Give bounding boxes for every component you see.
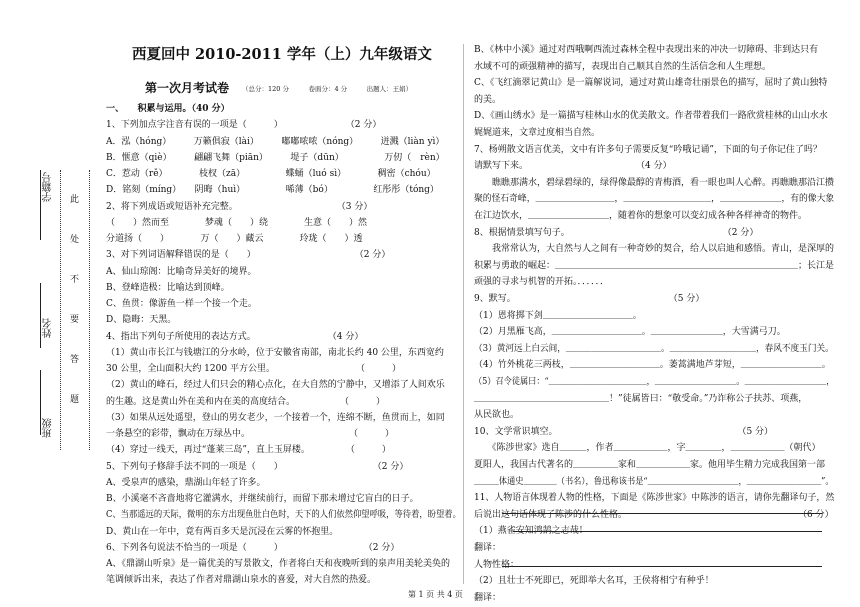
left-text-line: 6、下列各句说法不恰当的一项是（ ） （2 分） (106, 542, 400, 553)
notice-char-2: 处 (70, 235, 80, 245)
left-text-line: 一条悬空的彩带，飘动在万绿丛中。 （ ） (106, 429, 395, 439)
right-text-line: 聚的怪石奇峰，＿＿＿＿＿＿＿＿＿，＿＿＿＿＿＿＿＿＿＿，＿＿＿＿＿＿＿，有的像大象 (474, 194, 835, 205)
right-text-line: 8、根据情景填写句子。 （2 分） (474, 227, 759, 238)
left-text-line: A、仙山琼阁：比喻奇异美好的境界。 (106, 266, 257, 277)
left-text-line: （1）黄山市长江与钱塘江的分水岭，位于安徽省南部，南北长约 40 公里，东西宽约 (106, 347, 444, 358)
right-text-line: （3）黄河远上白云间，＿＿＿＿＿＿＿＿＿＿＿。＿＿＿＿＿＿＿＿＿＿，春风不度玉门关。 (474, 343, 834, 354)
notice-char-3: 不 (70, 275, 80, 285)
page-footer: 第 1 页 共 4 页 (408, 590, 463, 599)
right-text-line: 顽强的寻求与机智的开拓。．．．．．． (474, 277, 610, 288)
right-text-line: 的美。 (474, 94, 502, 105)
binding-dotted-line-1 (60, 170, 61, 450)
right-text-line: B、《林中小溪》通过对西哦啊西流过森林全程中表现出来的冲决一切障碍、非到达只有 (474, 45, 819, 55)
answer-line-3[interactable] (502, 566, 822, 567)
notice-char-5: 答 (70, 355, 80, 365)
left-text-line: B、小溪毫不吝啬地将它灌满水，并继续前行，而留下那未增过它盲白的日子。 (106, 494, 419, 504)
right-text-line: 我常常认为，大自然与人之间有一种奇妙的契合，给人以启迪和感悟。青山，是深厚的 (474, 244, 835, 255)
exam-subtitle: 第一次月考试卷 (145, 81, 230, 95)
notice-char-6: 题 (70, 395, 80, 405)
right-text-line: 从民欲也。 (474, 410, 520, 421)
notice-char-1: 此 (70, 195, 80, 205)
left-text-line: 1、下列加点字注音有误的一项是（ ） （2 分） (106, 120, 382, 131)
name-line (40, 283, 41, 348)
left-text-line: C、当那遥远的天际，微明的东方出现鱼肚白色时，天下的人们依然仰望呼吸，等待着，盼望着。 (106, 510, 461, 521)
left-text-line: A．泓（hóng） 万籁俱寂（lài） 嘟嘟哝哝（nóng） 迸溅（liàn yì） (106, 136, 445, 147)
right-text-line: D、《画山绣水》是一篇描写桂林山水的优美散文。作者带着我们一路欣赏桂林的山山水水 (474, 111, 828, 122)
name-label: 姓名 (43, 318, 54, 338)
class-label: 班级 (43, 418, 54, 438)
right-text-line: 瞧瞧那满水，碧绿碧绿的，绿得像最醇的青梅酒，看一眼也叫人心醉。再瞧瞧那沿江攒 (474, 177, 835, 188)
left-text-line: C．惹动（rě） 枝杈（zā） 蝶蛹（luó sì） 稠密（chóu） (106, 169, 436, 179)
exam-title: 西夏回中 2010-2011 学年（上）九年级语文 (132, 46, 432, 63)
right-text-line: 人物性格： (474, 559, 520, 570)
left-text-line: 5、下列句子修辞手法不同的一项是（ ） （2 分） (106, 461, 409, 472)
left-text-line: 的生趣。这是黄山外在美和内在美的高度结合。 （ ） (106, 396, 386, 407)
right-text-line: 后说出这句话体现了陈涉的什么性格。 （6 分） (474, 509, 834, 520)
right-text-line: （2）且壮士不死即已，死即举大名耳，王侯将相宁有种乎！ (474, 576, 714, 587)
right-text-line: （1）恩将掷下剑＿＿＿＿＿＿＿＿＿＿。 (474, 310, 642, 321)
binding-dotted-line-2 (89, 170, 90, 450)
right-text-line: 请默写下来。 （4 分） (474, 161, 672, 172)
right-text-line: 在江边饮水，＿＿＿＿＿＿＿＿＿，随着你的想象可以变幻成各种各样神奇的物件。 (474, 211, 808, 221)
left-text-line: A、受泉声的感染，鼎湖山年轻了许多。 (106, 477, 266, 488)
student-id-line (40, 170, 41, 240)
right-text-line: ＿＿＿＿＿＿＿＿＿＿＿＿＿＿＿！”徒属皆曰：“敬受命。”乃诈称公子扶苏、项燕， (474, 393, 808, 404)
student-id-label: 学籍号 (43, 172, 54, 202)
right-text-line: （4）竹外桃花三两枝，＿＿＿＿＿＿＿＿＿＿。萎蒿满地芦芽短，＿＿＿＿＿＿＿＿＿。 (474, 360, 831, 371)
right-text-line: 10、文学常识填空。 （5 分） (474, 426, 774, 437)
left-text-line: 分道扬（ ） 万（ ）藏云 玲珑（ ）透 (106, 234, 363, 244)
right-text-line: 水域不可的顽强精神的描写，表现出自己顺其自然的生活信念和人生理想。 (474, 61, 772, 72)
exam-meta: （总分：120 分 卷面分：4 分 出题人：王娟） (242, 85, 413, 93)
left-text-line: B．惬意（qiè） 翩翩飞舞（piān） 堤子（dūn） 万仞（ rèn） (106, 152, 445, 163)
right-text-line: 夏阳人，我国古代著名的＿＿＿＿＿家和＿＿＿＿＿＿家。他用毕生精力完成我国第一部 (474, 460, 826, 470)
left-text-line: （3）如果从远处遥望，登山的男女老少，一个接着一个，连绵不断，鱼贯而上，如同 (106, 412, 445, 423)
left-text-line: C、鱼贯：像游鱼一样一个接一个走。 (106, 299, 257, 309)
right-text-line: 翻译： (474, 543, 502, 553)
left-text-line: （4）穿过一线天，再过“蓬莱三岛”，直上玉屏楼。 （ ） (106, 445, 391, 456)
right-text-line: 翻译： (474, 592, 502, 603)
left-text-line: （ ）然而至 梦魂（ ）绕 生意（ ）然 (106, 217, 368, 228)
left-text-line: D、隐晦：天黑。 (106, 315, 177, 326)
right-text-line: C、《飞红滴翠记黄山》是一篇解说词，通过对黄山雄奇壮丽景色的描写，屈时了黄山独特 (474, 78, 828, 89)
left-text-line: A、《鼎湖山听泉》是一篇优美的写景散文，作者将白天和夜晚听到的泉声用美轮美奂的 (106, 559, 451, 569)
left-text-line: D．铭刻（míng） 阴晦（huì） 唏薄（bó） 红彤彤（tóng） (106, 185, 439, 196)
right-text-line: 娓娓道来，文章过度相当自然。 (474, 128, 601, 138)
left-text-line: 4、指出下列句子所使用的表达方式。 （4 分） (106, 331, 364, 342)
notice-char-4: 要 (70, 315, 80, 325)
answer-line-1[interactable] (502, 513, 822, 514)
left-text-line: 笔调倾诉出来，表达了作者对鼎湖山泉水的喜爱，对大自然的热爱。 (106, 575, 377, 586)
right-text-line: 7、杨朔散文语言优美，文中有许多句子需要反复“吟哦记诵”，下面的句子你记住了吗？ (474, 144, 822, 155)
class-line (40, 370, 41, 435)
left-text-line: D、黄山在一年中，竟有两百多天是沉浸在云雾的怀抱里。 (106, 526, 339, 537)
right-text-line: （5）召令徒属曰：“＿＿＿＿＿＿＿＿＿＿＿＿，＿＿＿＿＿＿＿＿＿＿。＿＿＿＿＿＿＿＿＿＿， (474, 377, 835, 387)
right-text-line: （1）燕雀安知鸿鹄之志哉！ (474, 526, 588, 537)
column-separator (463, 44, 464, 584)
left-text-line: 3、对下列词语解释错误的是（ ） （2 分） (106, 250, 391, 261)
section-heading: 一、 积累与运用。（40 分） (106, 104, 230, 114)
left-text-line: 30 公里，全山面积大约 1200 平方公里。 （ ） (106, 364, 401, 374)
right-text-line: （2）月黑雁飞高，＿＿＿＿＿＿＿＿＿＿。＿＿＿＿＿＿＿＿，大雪满弓刀。 (474, 327, 786, 338)
answer-line-2[interactable] (513, 531, 822, 532)
right-text-line: 9、默写。 （5 分） (474, 294, 705, 304)
right-text-line: ＿＿＿体通史＿＿＿＿（书名），鲁迅称该书是“＿＿＿＿＿＿＿＿＿＿＿，＿＿＿＿＿＿＿＿＿”。 (474, 476, 834, 487)
right-text-line: 《陈涉世家》选自＿＿＿，作者＿＿＿＿＿＿，字＿＿＿＿，＿＿＿＿＿＿（朝代） (474, 443, 821, 454)
right-text-line: 11、人物语言体现着人物的性格，下面是《陈涉世家》中陈涉的语言，请你先翻译句子，然 (474, 493, 835, 504)
left-text-line: （2）黄山的峰石，经过人们只会的精心点化，在大自然的宁静中，又增添了人间欢乐 (106, 380, 445, 391)
left-text-line: B、登峰造极：比喻达到顶峰。 (106, 282, 230, 293)
left-text-line: 2、将下列成语或短语补充完整。 （3 分） (106, 201, 373, 212)
right-text-line: 积累与勇敢的崛起：＿＿＿＿＿＿＿＿＿＿＿＿＿＿＿＿＿＿＿＿＿＿＿＿＿＿＿；长江是 (474, 260, 835, 271)
